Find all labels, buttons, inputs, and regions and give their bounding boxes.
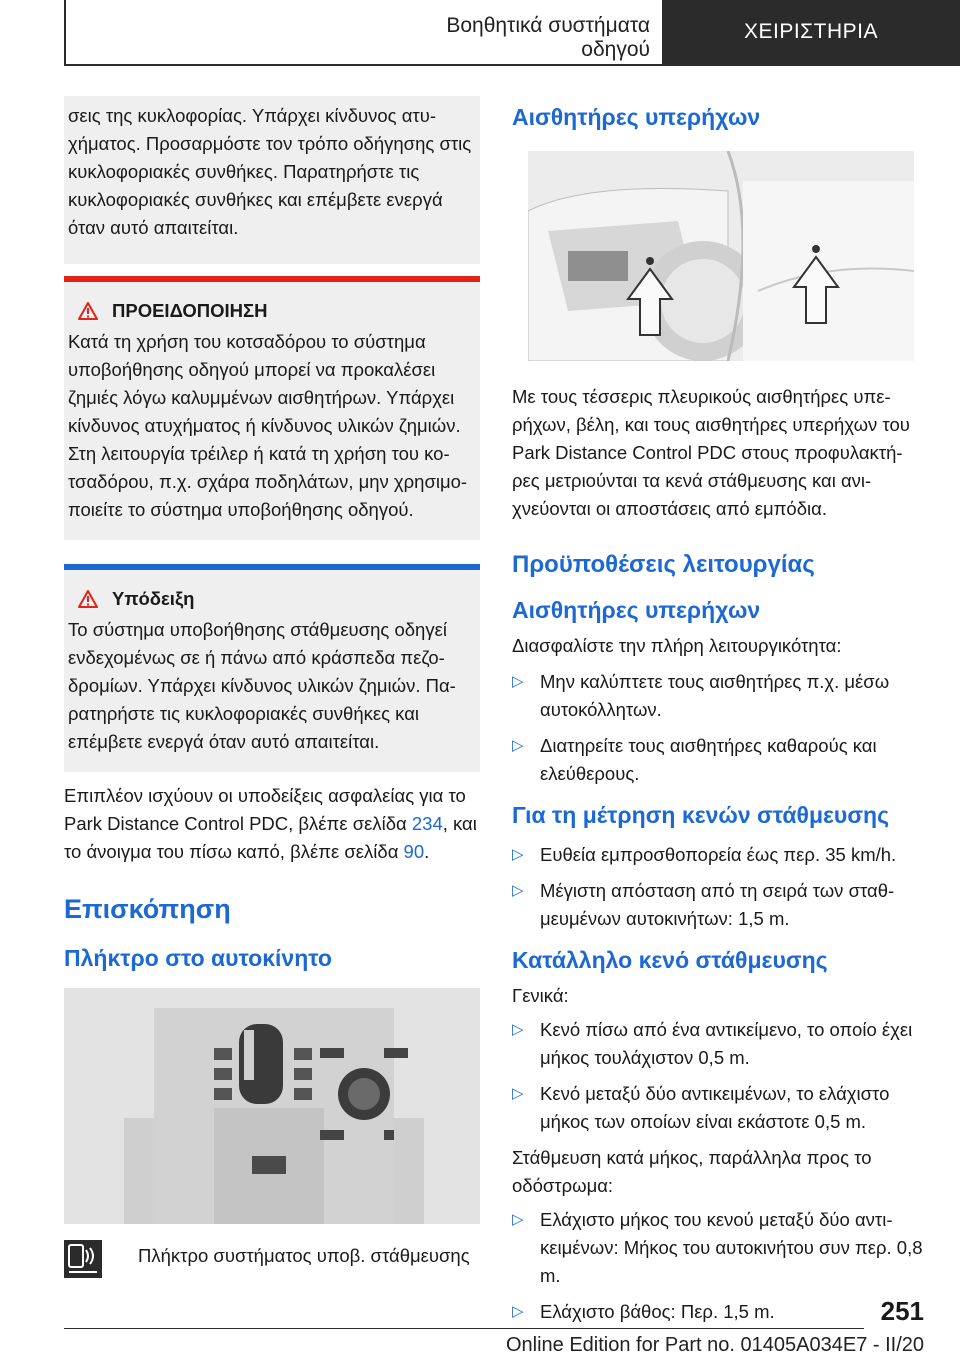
list-item: ▷ Ελάχιστο βάθος: Περ. 1,5 m.: [512, 1298, 924, 1326]
footer-rule: [64, 1328, 864, 1329]
warning-box: [64, 276, 480, 540]
page-number: 251: [880, 1296, 924, 1326]
general-label: Γενικά:: [512, 985, 569, 1006]
gap-bullet-list: [512, 1016, 924, 1136]
section-tab[interactable]: ΧΕΙΡΙΣΤΗΡΙΑ: [662, 0, 960, 64]
safety-reference: Επιπλέον ισχύουν οι υποδείξεις ασφαλείας για το Park Distance Control PDC, βλέπε σελίδα 234, και το άνοιγμα του πίσω καπό, βλέπε σελίδα 90.: [64, 785, 477, 862]
heading-measure-gaps: Για τη μέτρηση κενών στάθμευσης: [512, 802, 890, 828]
parking-assistant-button-icon[interactable]: [64, 1240, 102, 1278]
heading-suitable-gap: Κατάλληλο κενό στάθμευσης: [512, 947, 828, 973]
list-item: ▷ Ευθεία εμπροσθοπορεία έως περ. 35 km/h.: [512, 841, 924, 869]
sensors-description: Με τους τέσσερις πλευρικούς αισθητήρες υπε-ρήχων, βέλη, και τους αισθητήρες υπερήχων του Park Distance Control PDC στους προφυλακτή-ρες μετριούνται τα κενά στάθμευσης και ανι-χνεύονται οι αποστάσεις από εμπόδια.: [512, 386, 910, 519]
warning-title: ΠΡΟΕΙΔΟΠΟΙΗΣΗ: [112, 300, 268, 321]
bullet-triangle-icon: ▷: [512, 846, 524, 863]
list-item: ▷ Μέγιστη απόσταση από τη σειρά των σταθ-μευμένων αυτοκινήτων: 1,5 m.: [512, 877, 924, 933]
list-item: ▷ Κενό μεταξύ δύο αντικειμένων, το ελάχιστο μήκος των οποίων είναι εκάστοτε 0,5 m.: [512, 1080, 924, 1136]
footer-edition: Online Edition for Part no. 01405A034E7 - II/20: [505, 1334, 924, 1356]
heading-button-in-car: Πλήκτρο στο αυτοκίνητο: [64, 945, 332, 971]
button-caption-row: [64, 1240, 480, 1278]
heading-prerequisites: Προϋποθέσεις λειτουργίας: [512, 551, 815, 578]
warning-triangle-icon: [78, 302, 98, 320]
bullet-triangle-icon: ▷: [512, 882, 524, 899]
note-box: [64, 564, 480, 772]
list-item: ▷ Διατηρείτε τους αισθητήρες καθαρούς και ελεύθερους.: [512, 732, 924, 788]
note-title: Υπόδειξη: [112, 588, 195, 609]
page-link-234[interactable]: 234: [411, 813, 443, 834]
sensor-bullet-list: [512, 668, 924, 788]
header-rule: [64, 64, 960, 66]
right-column: [512, 96, 924, 1334]
parallel-bullet-list: [512, 1206, 924, 1326]
ensure-text: Διασφαλίστε την πλήρη λειτουργικότητα:: [512, 635, 842, 656]
bullet-triangle-icon: ▷: [512, 1303, 524, 1320]
heading-overview: Επισκόπηση: [64, 894, 231, 924]
left-column: [64, 96, 480, 1278]
note-text: Το σύστημα υποβοήθησης στάθμευσης οδηγεί ενδεχομένως σε ή πάνω από κράσπεδα πεζο-δρομίων. Υπάρχει κίνδυνος υλικών ζημιών. Πα-ρατηρήστε τις κυκλοφοριακές συνθήκες και επέμβετε ενεργά όταν αυτό απαιτείται.: [68, 619, 456, 752]
bullet-triangle-icon: ▷: [512, 737, 524, 754]
console-illustration: [64, 988, 480, 1224]
heading-ultrasonic-sensors: Αισθητήρες υπερήχων: [512, 104, 761, 130]
page-link-90[interactable]: 90: [403, 841, 425, 862]
warning-triangle-icon: [78, 590, 98, 608]
center-console-photo: [64, 988, 480, 1224]
continued-box: [64, 96, 480, 264]
bullet-triangle-icon: ▷: [512, 1021, 524, 1038]
bullet-triangle-icon: ▷: [512, 673, 524, 690]
heading-ultrasonic-sensors-2: Αισθητήρες υπερήχων: [512, 597, 761, 623]
continued-text: σεις της κυκλοφορίας. Υπάρχει κίνδυνος ατυ-χήματος. Προσαρμόστε τον τρόπο οδήγησης στις κυκλοφοριακές συνθήκες. Παρατηρήστε τις κυκλοφοριακές συνθήκες και επέμβετε ενεργά όταν αυτό απαιτείται.: [68, 105, 472, 238]
bullet-triangle-icon: ▷: [512, 1211, 524, 1228]
chapter-title: Βοηθητικά συστήματα οδηγού: [446, 14, 650, 61]
header-divider: [64, 0, 66, 64]
vehicle-sensor-photo: [528, 151, 914, 361]
parallel-parking-text: Στάθμευση κατά μήκος, παράλληλα προς το οδόστρωμα:: [512, 1147, 872, 1196]
bullet-triangle-icon: ▷: [512, 1085, 524, 1102]
list-item: ▷ Μην καλύπτετε τους αισθητήρες π.χ. μέσω αυτοκόλλητων.: [512, 668, 924, 724]
measure-bullet-list: [512, 841, 924, 933]
sensor-illustration: [528, 151, 914, 361]
button-caption: Πλήκτρο συστήματος υποβ. στάθμευσης: [138, 1245, 470, 1266]
list-item: ▷ Ελάχιστο μήκος του κενού μεταξύ δύο αντι-κειμένων: Μήκος του αυτοκινήτου συν περ. 0,8 m.: [512, 1206, 924, 1290]
list-item: ▷ Κενό πίσω από ένα αντικείμενο, το οποίο έχει μήκος τουλάχιστον 0,5 m.: [512, 1016, 924, 1072]
warning-text: Κατά τη χρήση του κοτσαδόρου το σύστημα υποβοήθησης οδηγού μπορεί να προκαλέσει ζημιές λόγω καλυμμένων αισθητήρων. Υπάρχει κίνδυνος ατυχήματος ή κίνδυνος υλικών ζημιών. Στη λειτουργία τρέιλερ ή κατά τη χρήση του κο-τσαδόρου, π.χ. σχάρα ποδηλάτων, μην χρησιμο-ποιείτε το σύστημα υποβοήθησης οδηγού.: [68, 331, 468, 520]
